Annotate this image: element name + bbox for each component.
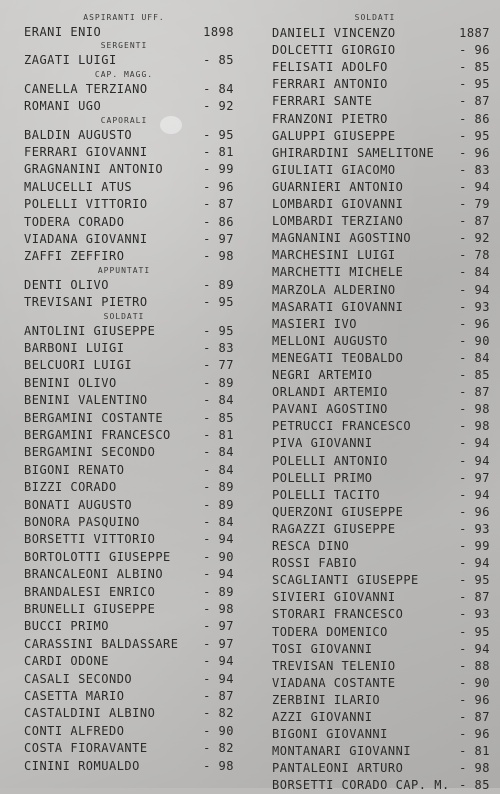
birth-year: - 94 bbox=[459, 487, 490, 502]
name-row bbox=[250, 674, 500, 692]
soldier-name: CANELLA TERZIANO bbox=[24, 81, 148, 96]
name-row bbox=[0, 426, 248, 444]
birth-year: - 94 bbox=[459, 556, 490, 571]
name-row bbox=[0, 443, 248, 461]
birth-year: - 94 bbox=[203, 654, 234, 669]
birth-year: - 87 bbox=[459, 94, 490, 109]
soldier-name: PAVANI AGOSTINO bbox=[272, 402, 388, 417]
birth-year: - 87 bbox=[459, 590, 490, 605]
birth-year: - 92 bbox=[459, 231, 490, 246]
name-row bbox=[250, 520, 500, 538]
name-row bbox=[250, 742, 500, 760]
soldier-name: NEGRI ARTEMIO bbox=[272, 368, 373, 382]
soldier-name: VIADANA COSTANTE bbox=[272, 675, 396, 690]
birth-year: - 78 bbox=[459, 248, 490, 263]
soldier-name: BIGONI GIOVANNI bbox=[272, 727, 388, 742]
soldier-name: RAGAZZI GIUSEPPE bbox=[272, 521, 396, 536]
soldier-name: FELISATI ADOLFO bbox=[272, 60, 388, 75]
birth-year: - 95 bbox=[459, 624, 490, 639]
soldier-name: MARCHESINI LUIGI bbox=[272, 248, 396, 263]
birth-year: - 89 bbox=[203, 480, 234, 495]
soldier-name: PETRUCCI FRANCESCO bbox=[272, 419, 412, 434]
soldier-name: MARZOLA ALDERINO bbox=[272, 282, 396, 297]
name-row bbox=[250, 657, 500, 675]
name-row bbox=[0, 652, 248, 670]
birth-year: - 94 bbox=[459, 436, 490, 451]
birth-year: - 98 bbox=[203, 602, 234, 616]
name-row bbox=[0, 51, 248, 69]
soldier-name: MASIERI IVO bbox=[272, 316, 357, 331]
soldier-name: BRANDALESI ENRICO bbox=[24, 584, 156, 599]
birth-year: - 82 bbox=[203, 741, 234, 756]
birth-year: - 96 bbox=[459, 692, 490, 707]
name-row bbox=[250, 41, 500, 59]
birth-year: - 95 bbox=[203, 295, 234, 310]
name-row bbox=[0, 513, 248, 531]
birth-year: - 83 bbox=[459, 162, 490, 177]
birth-year: - 98 bbox=[459, 761, 490, 776]
birth-year: - 95 bbox=[459, 573, 490, 588]
soldier-name: PANTALEONI ARTURO bbox=[272, 761, 404, 776]
birth-year: - 90 bbox=[203, 549, 234, 564]
birth-year: - 81 bbox=[203, 145, 234, 159]
soldier-name: VIADANA GIOVANNI bbox=[24, 232, 148, 246]
soldier-name: TOSI GIOVANNI bbox=[272, 641, 373, 656]
soldier-name: CASALI SECONDO bbox=[24, 671, 133, 686]
name-row bbox=[0, 374, 248, 392]
soldier-name: MARCHETTI MICHELE bbox=[272, 265, 404, 280]
soldier-name: BORSETTI CORADO CAP. M. bbox=[272, 778, 450, 793]
soldier-name: BRUNELLI GIUSEPPE bbox=[24, 602, 156, 616]
name-row bbox=[250, 623, 500, 641]
birth-year: - 94 bbox=[459, 179, 490, 194]
name-row bbox=[250, 640, 500, 658]
soldier-name: FERRARI GIOVANNI bbox=[24, 145, 148, 159]
birth-year: - 90 bbox=[459, 333, 490, 348]
name-row bbox=[0, 97, 248, 115]
name-row bbox=[250, 332, 500, 350]
birth-year: - 83 bbox=[203, 341, 234, 355]
soldier-name: MENEGATI TEOBALDO bbox=[272, 350, 404, 365]
birth-year: - 98 bbox=[459, 419, 490, 434]
soldier-name: DENTI OLIVO bbox=[24, 277, 109, 292]
name-row bbox=[250, 58, 500, 76]
name-row bbox=[0, 230, 248, 248]
name-row bbox=[250, 281, 500, 299]
soldier-name: BIGONI RENATO bbox=[24, 462, 125, 477]
name-row bbox=[250, 229, 500, 247]
birth-year: - 87 bbox=[203, 689, 234, 703]
name-row bbox=[0, 670, 248, 688]
name-row bbox=[0, 617, 248, 635]
name-row bbox=[0, 583, 248, 601]
name-row bbox=[0, 276, 248, 294]
birth-year: - 84 bbox=[203, 445, 234, 460]
name-row bbox=[0, 23, 248, 41]
name-row bbox=[250, 383, 500, 401]
name-row bbox=[250, 708, 500, 726]
soldier-name: ORLANDI ARTEMIO bbox=[272, 385, 388, 400]
soldier-name: GUARNIERI ANTONIO bbox=[272, 179, 404, 194]
birth-year: - 98 bbox=[203, 249, 234, 264]
soldier-name: BERGAMINI FRANCESCO bbox=[24, 428, 171, 442]
birth-year: - 97 bbox=[203, 232, 234, 246]
name-row bbox=[0, 195, 248, 213]
soldier-name: POLELLI PRIMO bbox=[272, 470, 373, 485]
birth-year: - 86 bbox=[203, 214, 234, 229]
name-row bbox=[250, 588, 500, 606]
soldier-name: BENINI VALENTINO bbox=[24, 393, 148, 408]
name-row bbox=[0, 600, 248, 618]
birth-year: - 98 bbox=[459, 402, 490, 417]
birth-year: - 89 bbox=[203, 584, 234, 599]
soldier-name: LOMBARDI TERZIANO bbox=[272, 214, 404, 229]
name-row bbox=[0, 293, 248, 311]
name-row bbox=[0, 339, 248, 357]
soldier-name: RESCA DINO bbox=[272, 539, 350, 553]
name-row bbox=[0, 178, 248, 196]
birth-year: - 99 bbox=[459, 539, 490, 553]
soldier-name: BORTOLOTTI GIUSEPPE bbox=[24, 549, 171, 564]
soldier-name: TODERA CORADO bbox=[24, 214, 125, 229]
soldier-name: BALDIN AUGUSTO bbox=[24, 127, 133, 142]
soldier-name: BENINI OLIVO bbox=[24, 375, 117, 390]
birth-year: - 94 bbox=[203, 671, 234, 686]
soldier-name: GHIRARDINI SAMELITONE bbox=[272, 145, 435, 160]
birth-year: - 95 bbox=[459, 77, 490, 92]
birth-year: - 99 bbox=[203, 162, 234, 177]
name-row bbox=[0, 530, 248, 548]
section-heading: SERGENTI bbox=[100, 41, 148, 51]
name-row bbox=[0, 247, 248, 265]
name-row bbox=[0, 409, 248, 427]
soldier-name: DANIELI VINCENZO bbox=[272, 26, 396, 40]
soldier-name: FERRARI ANTONIO bbox=[272, 77, 388, 92]
soldier-name: GIULIATI GIACOMO bbox=[272, 162, 396, 177]
soldier-name: CARDI ODONE bbox=[24, 654, 109, 669]
birth-year: - 93 bbox=[459, 299, 490, 314]
soldier-name: ROSSI FABIO bbox=[272, 556, 357, 571]
name-row bbox=[0, 704, 248, 722]
soldier-name: POLELLI TACITO bbox=[272, 487, 381, 502]
birth-year: - 86 bbox=[459, 111, 490, 126]
name-row bbox=[250, 537, 500, 555]
name-row bbox=[0, 722, 248, 740]
soldier-name: GRAGNANINI ANTONIO bbox=[24, 162, 164, 177]
name-row bbox=[0, 322, 248, 340]
soldier-name: SCAGLIANTI GIUSEPPE bbox=[272, 573, 419, 588]
birth-year: 1887 bbox=[459, 26, 490, 40]
soldier-name: CONTI ALFREDO bbox=[24, 723, 125, 738]
soldier-name: MALUCELLI ATUS bbox=[24, 179, 133, 194]
soldier-name: ZERBINI ILARIO bbox=[272, 692, 381, 707]
birth-year: - 95 bbox=[203, 323, 234, 338]
name-row bbox=[250, 349, 500, 367]
soldier-name: DOLCETTI GIORGIO bbox=[272, 43, 396, 58]
name-row bbox=[250, 691, 500, 709]
name-row bbox=[0, 757, 248, 775]
birth-year: - 85 bbox=[203, 410, 234, 425]
birth-year: - 97 bbox=[459, 470, 490, 485]
soldier-name: BONORA PASQUINO bbox=[24, 515, 140, 529]
name-row bbox=[250, 503, 500, 521]
birth-year: - 77 bbox=[203, 358, 234, 373]
birth-year: - 95 bbox=[459, 128, 490, 143]
soldier-name: MAGNANINI AGOSTINO bbox=[272, 231, 412, 246]
name-row bbox=[0, 80, 248, 98]
soldier-name: ERANI ENIO bbox=[24, 25, 102, 39]
soldier-name: QUERZONI GIUSEPPE bbox=[272, 504, 404, 519]
soldier-name: TREVISANI PIETRO bbox=[24, 295, 148, 310]
birth-year: - 87 bbox=[459, 710, 490, 724]
soldier-name: BERGAMINI COSTANTE bbox=[24, 410, 164, 425]
name-row bbox=[0, 565, 248, 583]
birth-year: - 89 bbox=[203, 375, 234, 390]
birth-year: - 82 bbox=[203, 706, 234, 721]
section-heading: ASPIRANTI UFF. bbox=[83, 13, 165, 22]
soldier-name: MASARATI GIOVANNI bbox=[272, 299, 404, 314]
soldier-name: ZAFFI ZEFFIRO bbox=[24, 249, 125, 264]
name-row bbox=[250, 24, 500, 42]
birth-year: - 93 bbox=[459, 521, 490, 536]
birth-year: - 96 bbox=[459, 727, 490, 742]
name-row bbox=[250, 178, 500, 196]
birth-year: - 90 bbox=[459, 675, 490, 690]
birth-year: - 94 bbox=[203, 567, 234, 582]
section-heading: APPUNTATI bbox=[97, 265, 151, 275]
soldier-name: BONATI AUGUSTO bbox=[24, 497, 133, 512]
name-row bbox=[250, 144, 500, 162]
name-row bbox=[250, 212, 500, 230]
name-row bbox=[0, 143, 248, 161]
name-row bbox=[250, 452, 500, 470]
birth-year: - 87 bbox=[203, 197, 234, 212]
birth-year: - 84 bbox=[459, 265, 490, 280]
soldier-name: BRANCALEONI ALBINO bbox=[24, 567, 164, 582]
soldier-name: CASETTA MARIO bbox=[24, 689, 125, 703]
name-row bbox=[0, 496, 248, 514]
name-row bbox=[250, 759, 500, 777]
name-row bbox=[0, 687, 248, 705]
soldier-name: ROMANI UGO bbox=[24, 99, 102, 114]
soldier-name: BUCCI PRIMO bbox=[24, 619, 109, 634]
soldier-name: MONTANARI GIOVANNI bbox=[272, 744, 412, 759]
name-row bbox=[250, 417, 500, 435]
name-row bbox=[250, 75, 500, 93]
birth-year: - 87 bbox=[459, 214, 490, 229]
name-row bbox=[250, 776, 500, 794]
birth-year: - 95 bbox=[203, 127, 234, 142]
birth-year: - 84 bbox=[203, 462, 234, 477]
name-row bbox=[250, 554, 500, 572]
soldier-name: POLELLI ANTONIO bbox=[272, 453, 388, 468]
birth-year: - 81 bbox=[203, 428, 234, 442]
birth-year: - 98 bbox=[203, 758, 234, 773]
name-row bbox=[250, 366, 500, 384]
birth-year: - 81 bbox=[459, 744, 490, 759]
birth-year: - 96 bbox=[459, 504, 490, 519]
soldier-name: LOMBARDI GIOVANNI bbox=[272, 197, 404, 211]
soldier-name: SIVIERI GIOVANNI bbox=[272, 590, 396, 605]
name-row bbox=[0, 635, 248, 653]
birth-year: - 92 bbox=[203, 99, 234, 114]
section-heading: SOLDATI bbox=[354, 13, 396, 22]
soldier-name: CININI ROMUALDO bbox=[24, 758, 140, 773]
birth-year: - 96 bbox=[459, 316, 490, 331]
soldier-name: BORSETTI VITTORIO bbox=[24, 532, 156, 547]
birth-year: - 89 bbox=[203, 497, 234, 512]
name-row bbox=[250, 110, 500, 128]
name-row bbox=[0, 126, 248, 144]
name-row bbox=[250, 161, 500, 179]
soldier-name: BERGAMINI SECONDO bbox=[24, 445, 156, 460]
section-heading: SOLDATI bbox=[103, 311, 145, 321]
birth-year: - 94 bbox=[459, 453, 490, 468]
birth-year: - 84 bbox=[459, 350, 490, 365]
soldier-name: CASTALDINI ALBINO bbox=[24, 706, 156, 721]
soldier-name: MELLONI AUGUSTO bbox=[272, 333, 388, 348]
name-row bbox=[250, 400, 500, 418]
birth-year: - 89 bbox=[203, 277, 234, 292]
birth-year: - 84 bbox=[203, 393, 234, 408]
name-row bbox=[250, 298, 500, 316]
name-row bbox=[0, 461, 248, 479]
name-row bbox=[0, 478, 248, 496]
birth-year: - 84 bbox=[203, 81, 234, 96]
soldier-name: AZZI GIOVANNI bbox=[272, 710, 373, 724]
name-row bbox=[250, 605, 500, 623]
section-heading: CAP. MAGG. bbox=[94, 69, 154, 79]
name-row bbox=[250, 486, 500, 504]
birth-year: - 94 bbox=[459, 282, 490, 297]
birth-year: - 96 bbox=[459, 43, 490, 58]
birth-year: - 85 bbox=[459, 60, 490, 75]
name-row bbox=[0, 391, 248, 409]
name-row bbox=[250, 315, 500, 333]
name-row bbox=[0, 356, 248, 374]
birth-year: - 96 bbox=[459, 145, 490, 160]
soldier-name: ANTOLINI GIUSEPPE bbox=[24, 323, 156, 338]
birth-year: - 87 bbox=[459, 385, 490, 400]
birth-year: - 85 bbox=[459, 368, 490, 382]
name-row bbox=[0, 739, 248, 757]
soldier-name: BELCUORI LUIGI bbox=[24, 358, 133, 373]
birth-year: - 96 bbox=[203, 179, 234, 194]
soldier-name: TODERA DOMENICO bbox=[272, 624, 388, 639]
soldier-name: COSTA FIORAVANTE bbox=[24, 741, 148, 756]
birth-year: - 94 bbox=[203, 532, 234, 547]
soldier-name: GALUPPI GIUSEPPE bbox=[272, 128, 396, 143]
birth-year: - 85 bbox=[203, 53, 234, 68]
birth-year: - 88 bbox=[459, 658, 490, 673]
birth-year: - 93 bbox=[459, 607, 490, 622]
soldier-name: STORARI FRANCESCO bbox=[272, 607, 404, 622]
birth-year: - 90 bbox=[203, 723, 234, 738]
name-row bbox=[250, 725, 500, 743]
name-row bbox=[250, 263, 500, 281]
soldier-name: POLELLI VITTORIO bbox=[24, 197, 148, 212]
name-row bbox=[250, 92, 500, 110]
birth-year: - 79 bbox=[459, 197, 490, 211]
name-row bbox=[250, 571, 500, 589]
birth-year: - 97 bbox=[203, 619, 234, 634]
name-row bbox=[250, 434, 500, 452]
birth-year: - 94 bbox=[459, 641, 490, 656]
name-row bbox=[0, 548, 248, 566]
section-heading: CAPORALI bbox=[100, 115, 148, 125]
soldier-name: BARBONI LUIGI bbox=[24, 341, 125, 355]
name-row bbox=[250, 127, 500, 145]
birth-year: - 84 bbox=[203, 515, 234, 529]
soldier-name: CARASSINI BALDASSARE bbox=[24, 636, 179, 651]
birth-year: 1898 bbox=[203, 25, 234, 39]
soldier-name: FERRARI SANTE bbox=[272, 94, 373, 109]
birth-year: - 85 bbox=[459, 778, 490, 793]
soldier-name: FRANZONI PIETRO bbox=[272, 111, 388, 126]
name-row bbox=[0, 213, 248, 231]
birth-year: - 97 bbox=[203, 636, 234, 651]
soldier-name: TREVISAN TELENIO bbox=[272, 658, 396, 673]
soldier-name: PIVA GIOVANNI bbox=[272, 436, 373, 451]
name-row bbox=[250, 469, 500, 487]
soldier-name: ZAGATI LUIGI bbox=[24, 53, 117, 68]
name-row bbox=[250, 246, 500, 264]
soldier-name: BIZZI CORADO bbox=[24, 480, 117, 495]
name-row bbox=[250, 195, 500, 213]
name-row bbox=[0, 160, 248, 178]
